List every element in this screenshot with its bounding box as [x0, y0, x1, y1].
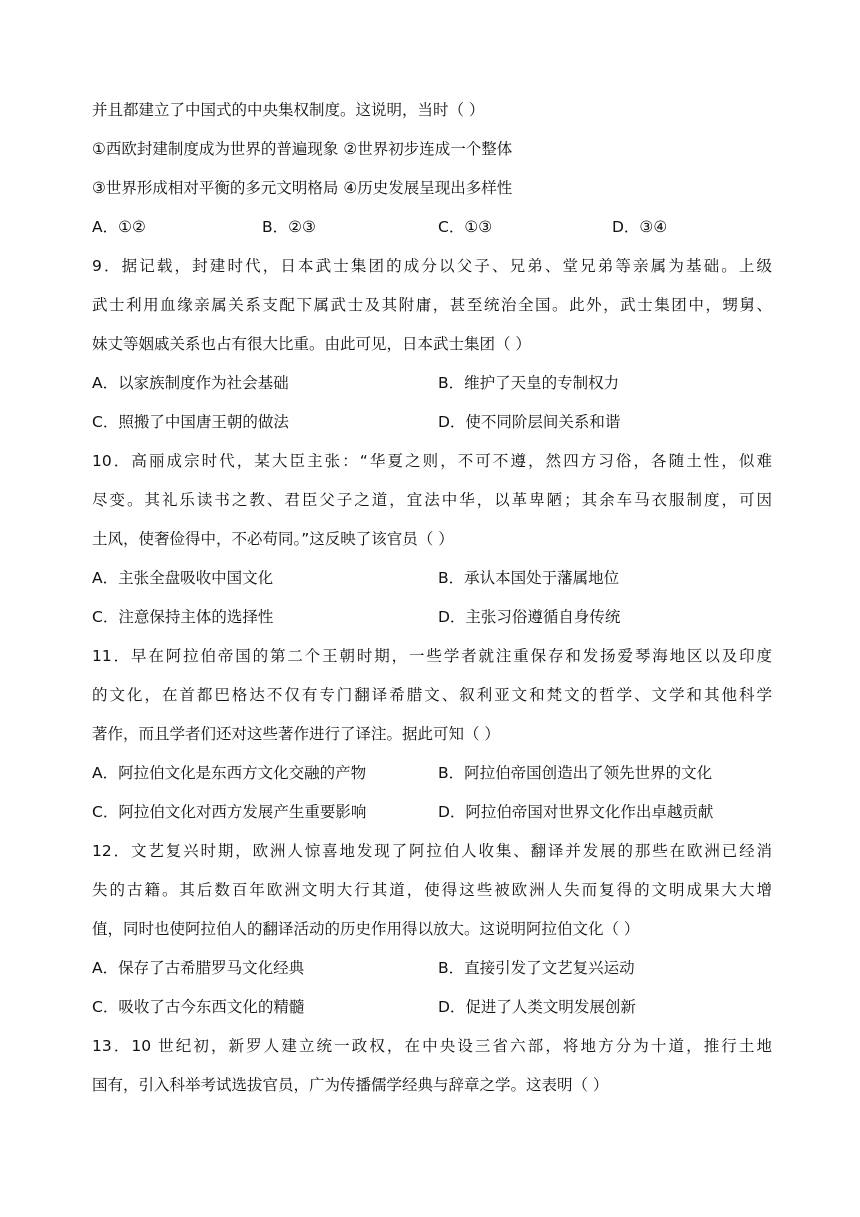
q8-option-d: D．③④ — [612, 218, 668, 236]
q10-option-c: C．注意保持主体的选择性 — [92, 608, 274, 626]
q12-stem-line-1: 12．文艺复兴时期，欧洲人惊喜地发现了阿拉伯人收集、翻译并发展的那些在欧洲已经消 — [92, 842, 772, 860]
q9-option-d: D．使不同阶层间关系和谐 — [438, 413, 621, 431]
q11-stem-line-3: 著作，而且学者们还对这些著作进行了译注。据此可知（ ） — [92, 725, 500, 743]
q13-stem-line-1: 13．10 世纪初，新罗人建立统一政权，在中央设三省六部，将地方分为十道，推行土地 — [92, 1037, 772, 1055]
q9-option-a: A．以家族制度作为社会基础 — [92, 374, 289, 392]
q8-options — [92, 213, 772, 241]
q11-stem-line-2: 的文化，在首都巴格达不仅有专门翻译希腊文、叙利亚文和梵文的哲学、文学和其他科学 — [92, 686, 772, 704]
q10-option-a: A．主张全盘吸收中国文化 — [92, 569, 274, 587]
q9-stem-line-2: 武士利用血缘亲属关系支配下属武士及其附庸，甚至统治全国。此外，武士集团中，甥舅、 — [92, 296, 772, 314]
q8-option-c: C．①③ — [438, 218, 493, 236]
q9-option-b: B．维护了天皇的专制权力 — [438, 374, 620, 392]
q8-item-2: ③世界形成相对平衡的多元文明格局 ④历史发展呈现出多样性 — [92, 179, 513, 197]
q10-option-d: D．主张习俗遵循自身传统 — [438, 608, 621, 626]
q8-option-a: A．①② — [92, 218, 146, 236]
q11-option-b: B．阿拉伯帝国创造出了领先世界的文化 — [438, 764, 713, 782]
q12-option-a: A．保存了古希腊罗马文化经典 — [92, 959, 305, 977]
q10-stem-line-3: 土风，使奢俭得中，不必苟同。”这反映了该官员（ ） — [92, 530, 454, 548]
q8-item-1: ①西欧封建制度成为世界的普遍现象 ②世界初步连成一个整体 — [92, 140, 513, 158]
q8-stem-end: 并且都建立了中国式的中央集权制度。这说明，当时（ ） — [92, 101, 485, 119]
q12-stem-line-3: 值，同时也使阿拉伯人的翻译活动的历史作用得以放大。这说明阿拉伯文化（ ） — [92, 920, 640, 938]
q10-stem-line-2: 尽变。其礼乐读书之教、君臣父子之道，宜法中华，以革卑陋；其余车马衣服制度，可因 — [92, 491, 772, 509]
q13-stem-line-2: 国有，引入科举考试选拔官员，广为传播儒学经典与辞章之学。这表明（ ） — [92, 1076, 609, 1094]
q10-stem-line-1: 10．高丽成宗时代，某大臣主张：“华夏之则，不可不遵，然四方习俗，各随土性，似难 — [92, 452, 772, 470]
q12-option-d: D．促进了人类文明发展创新 — [438, 998, 636, 1016]
q9-stem-line-3: 妹丈等姻戚关系也占有很大比重。由此可见，日本武士集团（ ） — [92, 335, 531, 353]
q11-option-c: C．阿拉伯文化对西方发展产生重要影响 — [92, 803, 367, 821]
q11-option-a: A．阿拉伯文化是东西方文化交融的产物 — [92, 764, 367, 782]
q9-option-c: C．照搬了中国唐王朝的做法 — [92, 413, 289, 431]
q10-option-b: B．承认本国处于藩属地位 — [438, 569, 620, 587]
q12-option-b: B．直接引发了文艺复兴运动 — [438, 959, 635, 977]
q8-option-b: B．②③ — [262, 218, 316, 236]
q11-stem-line-1: 11．早在阿拉伯帝国的第二个王朝时期，一些学者就注重保存和发扬爱琴海地区以及印度 — [92, 647, 772, 665]
q12-option-c: C．吸收了古今东西文化的精髓 — [92, 998, 305, 1016]
q9-stem-line-1: 9．据记载，封建时代，日本武士集团的成分以父子、兄弟、堂兄弟等亲属为基础。上级 — [92, 257, 772, 275]
q12-stem-line-2: 失的古籍。其后数百年欧洲文明大行其道，使得这些被欧洲人失而复得的文明成果大大增 — [92, 881, 772, 899]
q11-option-d: D．阿拉伯帝国对世界文化作出卓越贡献 — [438, 803, 714, 821]
